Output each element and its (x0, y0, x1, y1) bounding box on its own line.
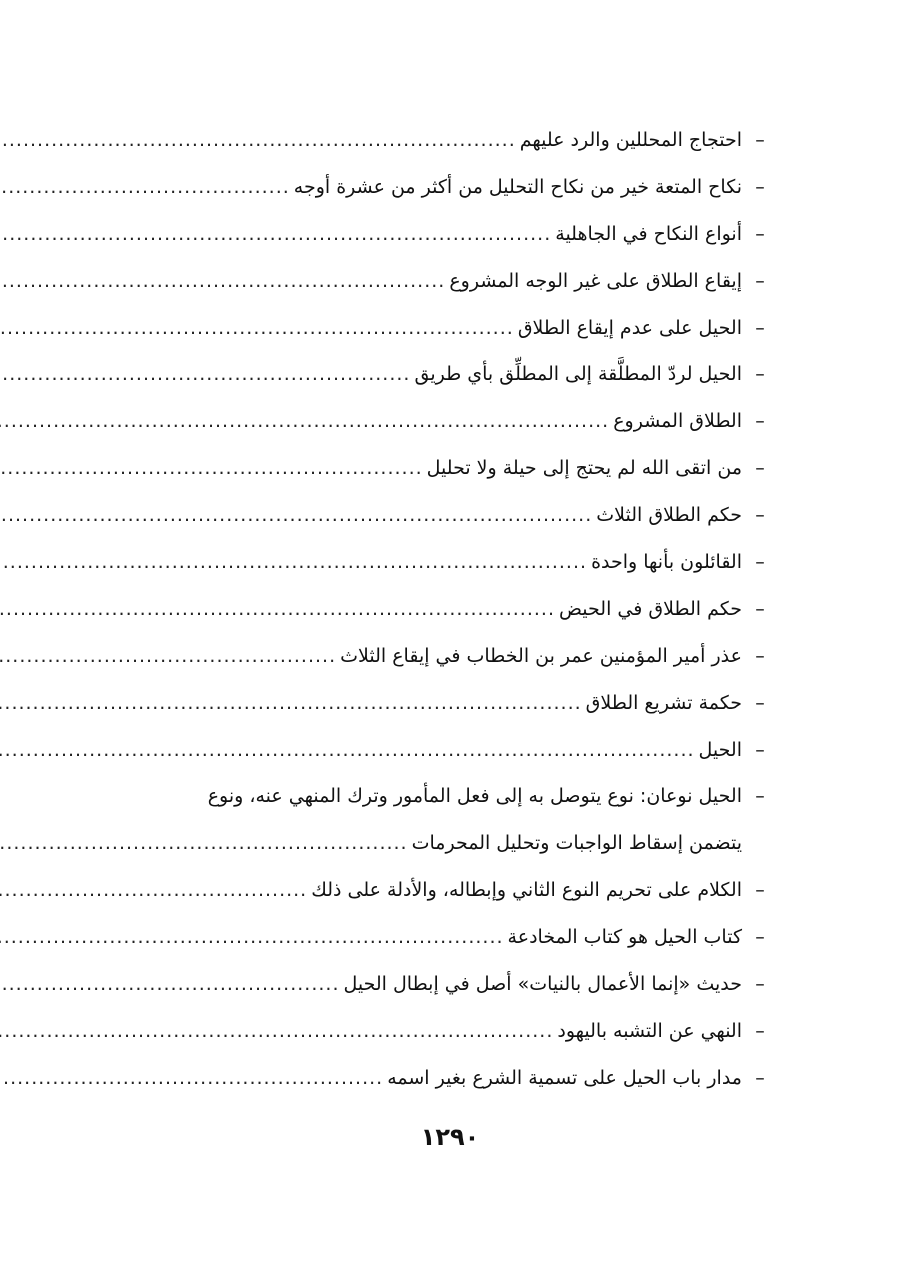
leader-dots (0, 445, 427, 492)
entry-title: الحيل على عدم إيقاع الطلاق (517, 316, 742, 339)
entry-bullet: – (755, 222, 765, 245)
entry-title-line-2: يتضمن إسقاط الواجبات وتحليل المحرمات (411, 832, 742, 855)
toc-entry (128, 633, 778, 680)
entry-title: احتجاج المحللين والرد عليهم (519, 128, 742, 151)
toc-entry (128, 961, 778, 1008)
entry-title: القائلون بأنها واحدة (591, 551, 742, 573)
leader-dots (0, 351, 414, 398)
toc-entry (128, 351, 778, 398)
leader-dots (0, 211, 555, 258)
toc-entry (128, 492, 778, 539)
entry-bullet: – (755, 926, 765, 949)
toc-entry (128, 867, 778, 914)
entry-bullet: – (755, 738, 765, 761)
leader-dots (0, 164, 294, 211)
entry-bullet: – (755, 128, 765, 151)
leader-dots (0, 492, 596, 539)
leader-dots (0, 633, 340, 680)
entry-bullet: – (755, 1019, 765, 1042)
toc-entry (128, 117, 778, 164)
entry-title: حديث «إنما الأعمال بالنيات» أصل في إبطال الحيل (343, 973, 742, 996)
entry-title: نكاح المتعة خير من نكاح التحليل من أكثر من عشرة أوجه (293, 175, 742, 198)
entry-bullet: – (755, 597, 765, 620)
page-number: ١٢٩٠ (420, 1123, 480, 1151)
table-of-contents (128, 117, 778, 1102)
entry-title: الطلاق المشروع (613, 410, 742, 433)
entry-title: الحيل لردّ المطلَّقة إلى المطلِّق بأي طريق (414, 363, 742, 386)
multiline-body (0, 773, 742, 867)
leader-dots (0, 117, 520, 164)
entry-bullet: – (755, 644, 765, 667)
toc-entry (128, 586, 778, 633)
toc-entry (128, 258, 778, 305)
entry-bullet: – (755, 785, 765, 808)
toc-entry (128, 445, 778, 492)
leader-dots (0, 586, 559, 633)
toc-entry (128, 305, 778, 352)
leader-dots (0, 867, 311, 914)
leader-dots (0, 820, 412, 867)
entry-title: حكم الطلاق الثلاث (596, 504, 742, 527)
leader-dots (0, 1055, 387, 1102)
entry-title: مدار باب الحيل على تسمية الشرع بغير اسمه (387, 1066, 742, 1089)
leader-dots (0, 398, 613, 445)
toc-entry (128, 1008, 778, 1055)
entry-bullet: – (755, 410, 765, 433)
toc-entry (128, 680, 778, 727)
toc-entry-multiline (128, 773, 778, 867)
entry-bullet: – (755, 973, 765, 996)
entry-bullet: – (755, 457, 765, 480)
entry-bullet: – (755, 504, 765, 527)
leader-dots (0, 961, 344, 1008)
entry-bullet: – (755, 691, 765, 714)
entry-bullet: – (755, 316, 765, 339)
entry-title: الكلام على تحريم النوع الثاني وإبطاله، والأدلة على ذلك (311, 879, 742, 902)
toc-entry (128, 727, 778, 774)
entry-bullet: – (755, 1066, 765, 1089)
toc-entry (128, 914, 778, 961)
entry-bullet: – (755, 269, 765, 292)
toc-entry (128, 398, 778, 445)
entry-title: الحيل (698, 738, 742, 761)
leader-dots (0, 305, 518, 352)
entry-title: من اتقى الله لم يحتج إلى حيلة ولا تحليل (426, 457, 742, 480)
toc-entry (128, 539, 778, 586)
entry-bullet: – (755, 879, 765, 902)
leader-dots (0, 258, 449, 305)
leader-dots (0, 1008, 557, 1055)
leader-dots (0, 914, 508, 961)
entry-title: إيقاع الطلاق على غير الوجه المشروع (449, 269, 742, 292)
entry-title-line-2-row (0, 820, 742, 867)
entry-bullet: – (755, 551, 765, 573)
leader-dots (0, 727, 699, 774)
entry-bullet: – (755, 363, 765, 386)
entry-title: حكم الطلاق في الحيض (559, 597, 742, 620)
entry-title-line-1: الحيل نوعان: نوع يتوصل به إلى فعل المأمور وترك المنهي عنه، ونوع (207, 785, 742, 808)
entry-title: حكمة تشريع الطلاق (585, 691, 742, 714)
toc-entry (128, 1055, 778, 1102)
leader-dots (0, 680, 586, 727)
entry-title: عذر أمير المؤمنين عمر بن الخطاب في إيقاع الثلاث (340, 644, 742, 667)
entry-title: النهي عن التشبه باليهود (557, 1019, 742, 1042)
toc-entry (128, 211, 778, 258)
entry-bullet: – (755, 175, 765, 198)
entry-title: كتاب الحيل هو كتاب المخادعة (507, 926, 742, 949)
toc-entry (128, 164, 778, 211)
entry-title: أنواع النكاح في الجاهلية (555, 222, 742, 245)
leader-dots (0, 539, 591, 586)
